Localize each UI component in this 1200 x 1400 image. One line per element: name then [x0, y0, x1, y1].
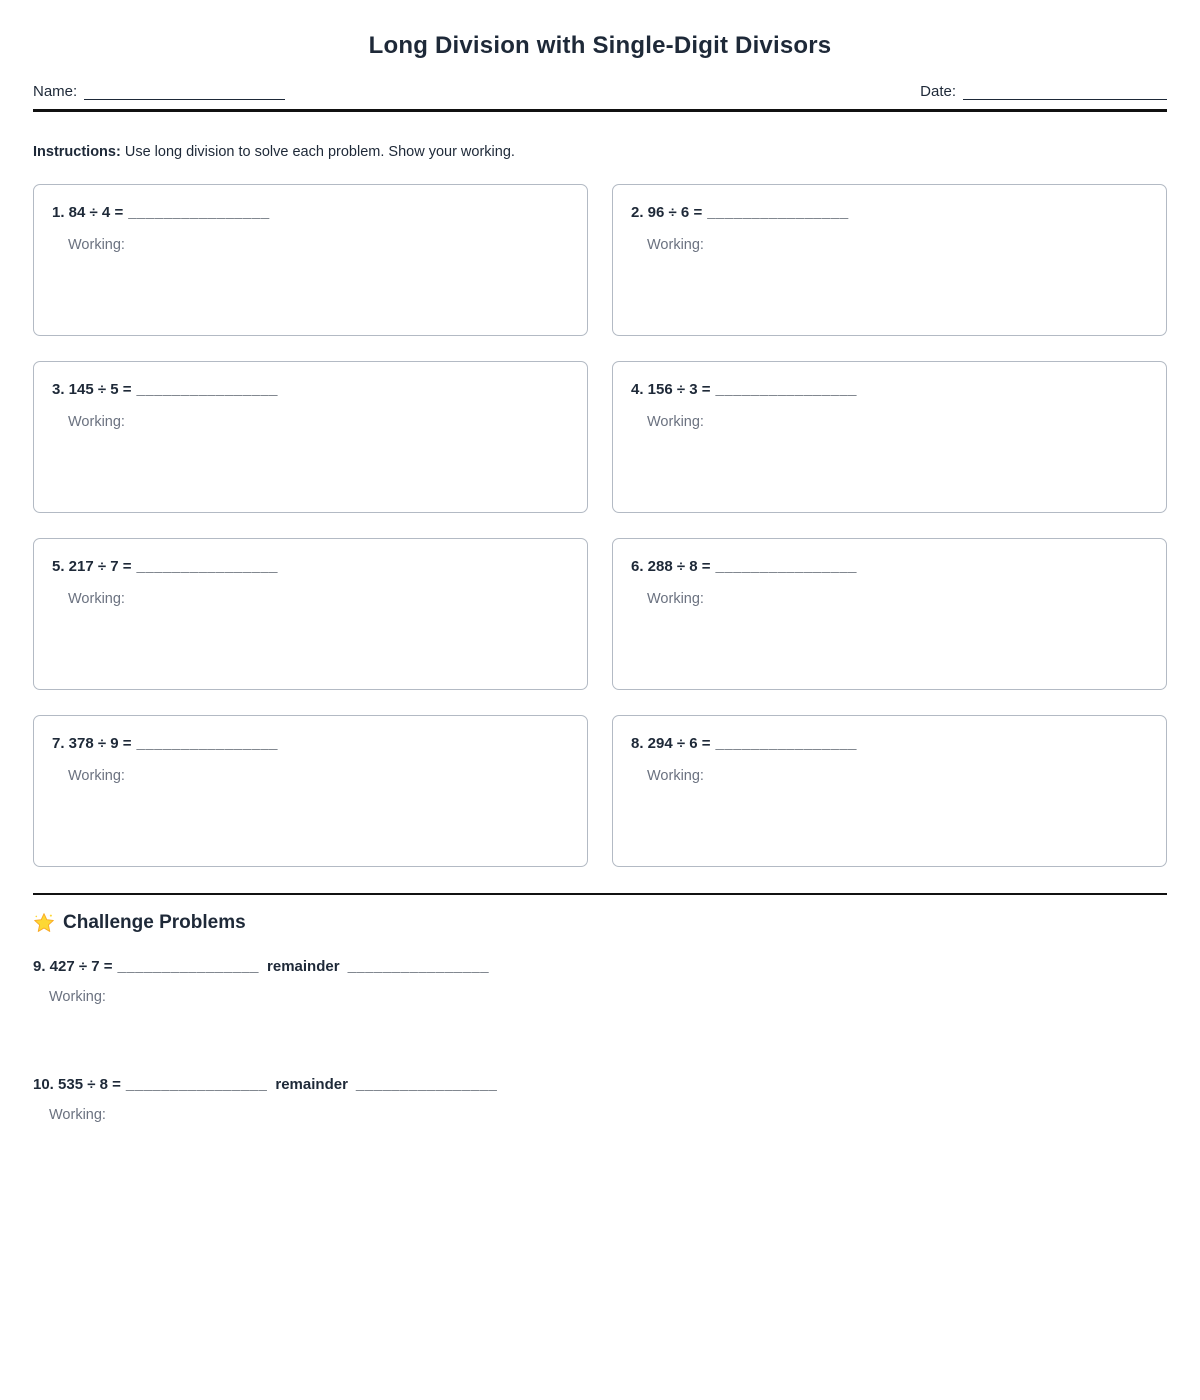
problem-text: 7. 378 ÷ 9 =	[52, 735, 132, 752]
working-label: Working:	[647, 768, 704, 784]
answer-blank: ________________	[136, 381, 279, 398]
answer-blank: ________________	[136, 558, 279, 575]
challenge-heading	[33, 912, 1167, 934]
date-field	[920, 83, 1167, 100]
problem-box-3	[33, 361, 588, 513]
answer-blank: ________________	[125, 1076, 268, 1093]
problem-text: 1. 84 ÷ 4 =	[52, 204, 124, 221]
problem-text: 4. 156 ÷ 3 =	[631, 381, 711, 398]
working-label: Working:	[647, 237, 704, 253]
problem-statement	[52, 735, 569, 752]
remainder-blank: ________________	[347, 958, 490, 975]
star-icon	[33, 912, 55, 934]
remainder-blank: ________________	[355, 1076, 498, 1093]
working-label: Working:	[68, 237, 125, 253]
date-blank-line	[963, 86, 1167, 100]
instructions-text: Use long division to solve each problem. Show your working.	[124, 144, 515, 160]
name-date-row	[33, 83, 1167, 100]
problem-statement	[631, 381, 1148, 398]
challenge-divider	[33, 893, 1167, 895]
problem-statement	[52, 558, 569, 575]
header-divider	[33, 109, 1167, 112]
name-field	[33, 83, 285, 100]
working-label: Working:	[68, 414, 125, 430]
remainder-label: remainder	[267, 958, 340, 975]
problem-box-5	[33, 538, 588, 690]
answer-blank: ________________	[128, 204, 270, 221]
working-label: Working:	[647, 591, 704, 607]
problem-text: 3. 145 ÷ 5 =	[52, 381, 132, 398]
challenge-problem-10	[33, 1076, 1167, 1123]
problem-text: 6. 288 ÷ 8 =	[631, 558, 711, 575]
answer-blank: ________________	[136, 735, 279, 752]
name-label: Name:	[33, 83, 78, 100]
instructions-label: Instructions:	[33, 144, 121, 160]
problem-box-8	[612, 715, 1167, 867]
problem-text: 5. 217 ÷ 7 =	[52, 558, 132, 575]
problem-box-1	[33, 184, 588, 336]
problem-box-4	[612, 361, 1167, 513]
challenge-problem-9	[33, 958, 1167, 1005]
problem-text: 10. 535 ÷ 8 =	[33, 1076, 121, 1093]
working-label: Working:	[68, 591, 125, 607]
problem-statement	[33, 1076, 1167, 1093]
problem-statement	[631, 735, 1148, 752]
answer-blank: ________________	[715, 381, 858, 398]
problem-text: 9. 427 ÷ 7 =	[33, 958, 113, 975]
remainder-label: remainder	[275, 1076, 348, 1093]
problem-box-7	[33, 715, 588, 867]
problem-statement	[33, 958, 1167, 975]
problem-statement	[52, 381, 569, 398]
problem-text: 2. 96 ÷ 6 =	[631, 204, 703, 221]
instructions	[33, 144, 1167, 160]
working-label: Working:	[647, 414, 704, 430]
answer-blank: ________________	[707, 204, 849, 221]
problem-text: 8. 294 ÷ 6 =	[631, 735, 711, 752]
answer-blank: ________________	[117, 958, 260, 975]
problem-box-2	[612, 184, 1167, 336]
problem-statement	[631, 204, 1148, 221]
problem-statement	[52, 204, 569, 221]
working-label: Working:	[49, 1107, 106, 1123]
page-title: Long Division with Single-Digit Divisors	[368, 32, 832, 59]
challenge-title: Challenge Problems	[63, 912, 246, 933]
answer-blank: ________________	[715, 735, 858, 752]
answer-blank: ________________	[715, 558, 858, 575]
problem-grid	[33, 184, 1167, 867]
problem-statement	[631, 558, 1148, 575]
date-label: Date:	[920, 83, 956, 100]
working-label: Working:	[49, 989, 106, 1005]
name-blank-line	[84, 86, 285, 100]
working-label: Working:	[68, 768, 125, 784]
problem-box-6	[612, 538, 1167, 690]
